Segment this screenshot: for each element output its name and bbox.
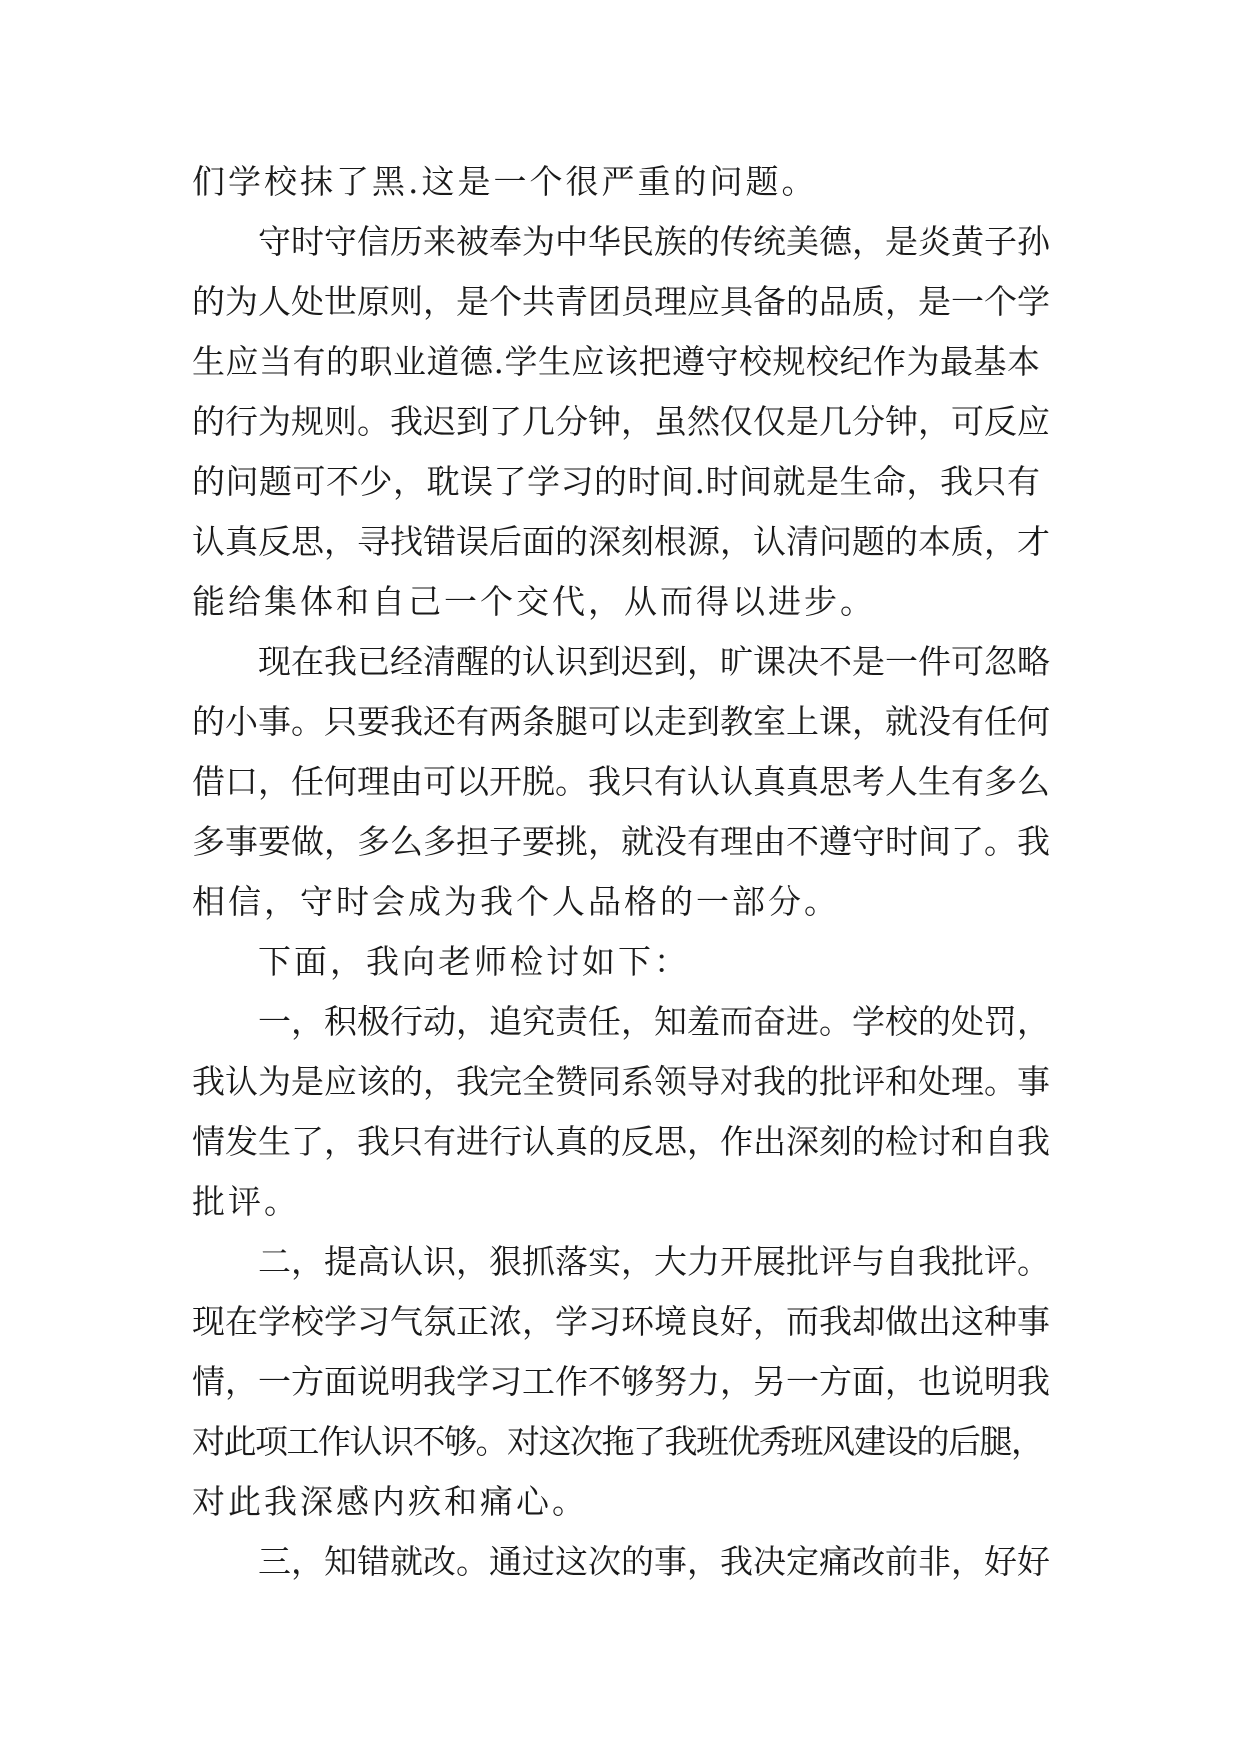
text-line: 能给集体和自己一个交代，从而得以进步。 <box>192 582 876 621</box>
text-line: 情发生了，我只有进行认真的反思，作出深刻的检讨和自我 <box>192 1122 1050 1161</box>
text-line: 对此项工作认识不够。对这次拖了我班优秀班风建设的后腿， <box>192 1422 1043 1461</box>
text-line: 现在我已经清醒的认识到迟到，旷课决不是一件可忽略 <box>258 642 1050 681</box>
text-line: 三，知错就改。通过这次的事，我决定痛改前非，好好 <box>258 1542 1050 1581</box>
text-line: 二，提高认识，狠抓落实，大力开展批评与自我批评。 <box>258 1242 1050 1281</box>
text-line: 认真反思，寻找错误后面的深刻根源，认清问题的本质，才 <box>192 522 1050 561</box>
text-line: 多事要做，多么多担子要挑，就没有理由不遵守时间了。我 <box>192 822 1050 861</box>
text-line: 情，一方面说明我学习工作不够努力，另一方面，也说明我 <box>192 1362 1050 1401</box>
document-body <box>192 152 1052 1592</box>
text-line: 生应当有的职业道德.学生应该把遵守校规校纪作为最基本 <box>192 342 1041 381</box>
text-line: 一，积极行动，追究责任，知羞而奋进。学校的处罚， <box>258 1002 1050 1041</box>
text-line: 守时守信历来被奉为中华民族的传统美德，是炎黄子孙 <box>258 222 1050 261</box>
text-line: 对此我深感内疚和痛心。 <box>192 1482 588 1521</box>
text-line: 批评。 <box>192 1182 300 1221</box>
text-line: 的问题可不少，耽误了学习的时间.时间就是生命，我只有 <box>192 462 1041 501</box>
text-line: 的小事。只要我还有两条腿可以走到教室上课，就没有任何 <box>192 702 1050 741</box>
text-line: 下面，我向老师检讨如下： <box>258 942 690 981</box>
text-line: 的为人处世原则，是个共青团员理应具备的品质，是一个学 <box>192 282 1050 321</box>
text-line: 们学校抹了黑.这是一个很严重的问题。 <box>192 162 818 201</box>
text-line: 借口，任何理由可以开脱。我只有认认真真思考人生有多么 <box>192 762 1050 801</box>
text-line: 的行为规则。我迟到了几分钟，虽然仅仅是几分钟，可反应 <box>192 402 1050 441</box>
text-line: 我认为是应该的，我完全赞同系领导对我的批评和处理。事 <box>192 1062 1050 1101</box>
text-line: 相信，守时会成为我个人品格的一部分。 <box>192 882 840 921</box>
text-line: 现在学校学习气氛正浓，学习环境良好，而我却做出这种事 <box>192 1302 1050 1341</box>
